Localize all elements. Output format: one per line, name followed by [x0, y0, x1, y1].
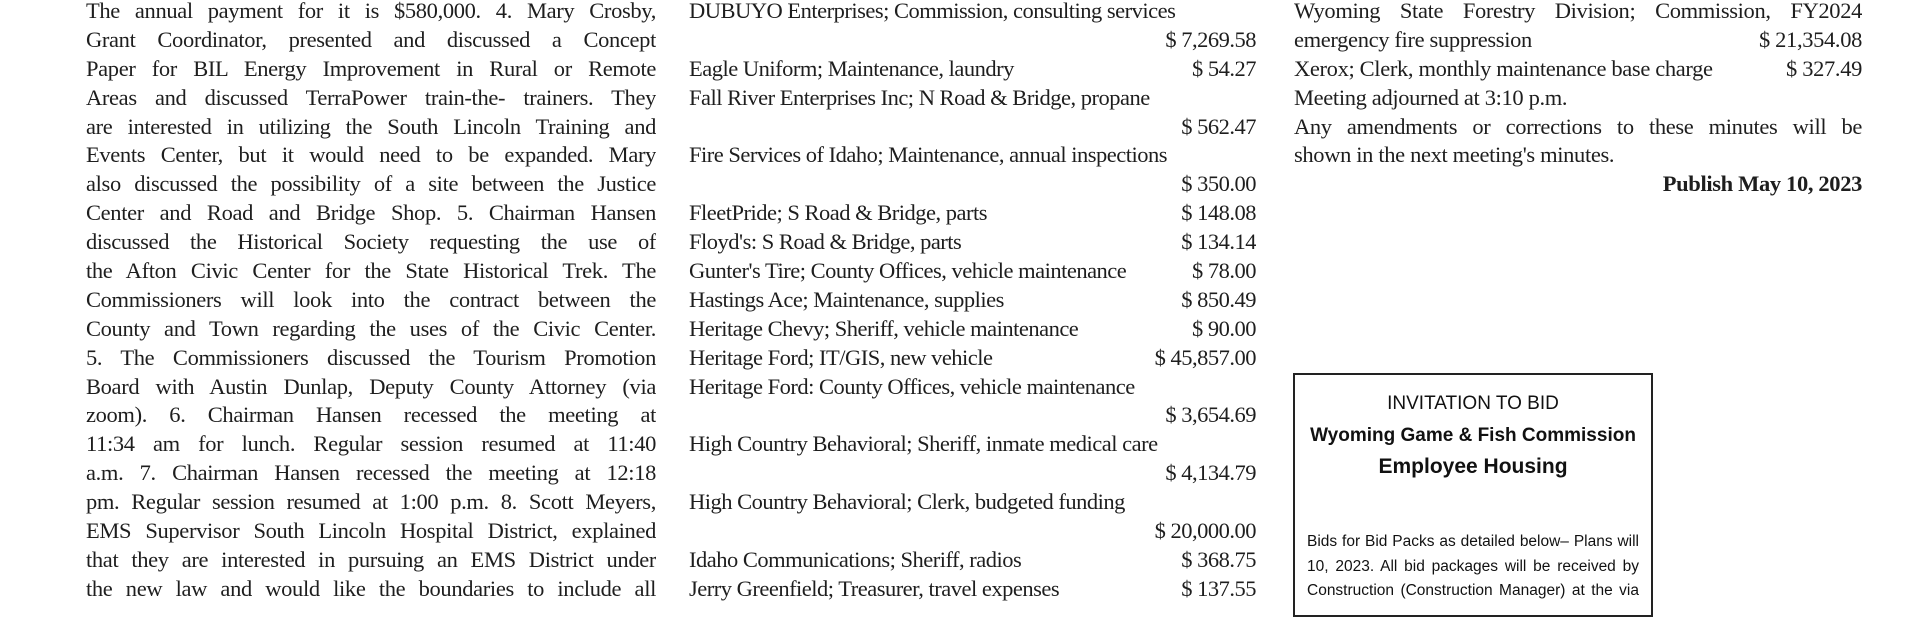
bill-amount: $ 368.75: [1181, 546, 1256, 572]
bill-payee: Idaho Communications; Sheriff, radios: [689, 546, 1022, 572]
bill-payee: High Country Behavioral; Sheriff, inmate medical care: [689, 431, 1158, 457]
forestry-amount: $ 21,354.08: [1758, 26, 1862, 52]
minutes-text-line: a.m. 7. Chairman Hansen recessed the meeting at 12:18: [86, 460, 656, 486]
bill-amount: $ 78.00: [1192, 258, 1256, 284]
bill-amount: $ 137.55: [1181, 575, 1256, 601]
bill-entry-line: [689, 344, 1256, 373]
bill-amount: $ 850.49: [1181, 286, 1256, 312]
bid-body: [1307, 530, 1639, 604]
bill-amount: [1250, 0, 1256, 26]
minutes-text-line: discussed the Historical Society requesting the use of: [86, 229, 656, 255]
bill-entry-line: [689, 517, 1256, 546]
bill-entry-line: [689, 199, 1256, 228]
bill-amount: [1250, 84, 1256, 113]
bill-entry-line: [689, 488, 1256, 517]
bid-organization: Wyoming Game & Fish Commission: [1310, 425, 1636, 446]
minutes-text-line: Grant Coordinator, presented and discussed a Concept: [86, 26, 656, 52]
minutes-text-line: EMS Supervisor South Lincoln Hospital District, explained: [86, 518, 656, 544]
minutes-text-line: The annual payment for it is $580,000. 4. Mary Crosby,: [86, 0, 656, 23]
minutes-text-line: the Afton Civic Center for the State Historical Trek. The: [86, 258, 656, 284]
bill-amount: [1250, 141, 1256, 170]
bill-entry-line: [689, 459, 1256, 488]
bill-payee: Gunter's Tire; County Offices, vehicle maintenance: [689, 258, 1127, 284]
bill-amount: $ 7,269.58: [1165, 26, 1256, 52]
bill-entry-line: [689, 315, 1256, 344]
bill-amount: $ 3,654.69: [1165, 402, 1256, 428]
bill-amount: $ 562.47: [1181, 113, 1256, 139]
xerox-amount: $ 327.49: [1786, 55, 1862, 81]
bill-payee: FleetPride; S Road & Bridge, parts: [689, 200, 987, 226]
minutes-text-line: also discussed the possibility of a site between the Justice: [86, 171, 656, 197]
minutes-text-line: Center and Road and Bridge Shop. 5. Chairman Hansen: [86, 200, 656, 226]
bill-amount: $ 4,134.79: [1165, 460, 1256, 486]
bill-amount: [1250, 488, 1256, 517]
bill-payee: High Country Behavioral; Clerk, budgeted funding: [689, 489, 1125, 515]
bill-amount: [1250, 373, 1256, 402]
forestry-description: emergency fire suppression: [1294, 26, 1532, 52]
amendments-line1: Any amendments or corrections to these minutes will be: [1294, 113, 1862, 139]
minutes-text-line: 11:34 am for lunch. Regular session resumed at 11:40: [86, 431, 656, 457]
bill-amount: $ 20,000.00: [1154, 518, 1256, 544]
bid-body-line: Bids for Bid Packs as detailed below– Plans will: [1307, 533, 1639, 550]
bill-entry-line: [689, 84, 1256, 113]
bid-body-line: 10, 2023. All bid packages will be received by: [1307, 557, 1639, 575]
bill-amount: $ 350.00: [1181, 171, 1256, 197]
bill-entry-line: [689, 55, 1256, 84]
minutes-text-line: Paper for BIL Energy Improvement in Rural or Remote: [86, 55, 656, 81]
bill-amount: $ 134.14: [1181, 229, 1256, 255]
minutes-text-line: Events Center, but it would need to be expanded. Mary: [86, 142, 656, 168]
forestry-entry-line1: Wyoming State Forestry Division; Commission, FY2024: [1294, 0, 1862, 23]
bill-payee: Hastings Ace; Maintenance, supplies: [689, 286, 1004, 312]
minutes-text-line: Commissioners will look into the contract between the: [86, 286, 656, 312]
bill-payee: Floyd's: S Road & Bridge, parts: [689, 229, 962, 255]
bill-entry-line: [689, 26, 1256, 55]
minutes-text-line: Board with Austin Dunlap, Deputy County Attorney (via: [86, 373, 656, 399]
bill-entry-line: [689, 257, 1256, 286]
minutes-text-line: Areas and discussed TerraPower train-the- trainers. They: [86, 84, 656, 110]
bill-payee: Heritage Chevy; Sheriff, vehicle maintenance: [689, 315, 1079, 341]
bill-entry-line: [689, 113, 1256, 142]
minutes-right-column: [1294, 0, 1862, 199]
bill-payee: Heritage Ford: County Offices, vehicle maintenance: [689, 373, 1135, 399]
bill-payee: Fall River Enterprises Inc; N Road & Bridge, propane: [689, 84, 1150, 110]
adjourned-text: Meeting adjourned at 3:10 p.m.: [1294, 84, 1568, 110]
bill-payee: Jerry Greenfield; Treasurer, travel expenses: [689, 575, 1060, 601]
minutes-text-line: that they are interested in pursuing an EMS District under: [86, 546, 656, 572]
bill-payee: Heritage Ford; IT/GIS, new vehicle: [689, 344, 993, 370]
bid-heading: INVITATION TO BID: [1387, 393, 1559, 414]
bill-amount: $ 90.00: [1192, 315, 1256, 341]
invitation-to-bid-box: [1293, 373, 1653, 617]
bid-project: Employee Housing: [1378, 455, 1568, 478]
bid-body-line: Construction (Construction Manager) at the via: [1307, 582, 1639, 599]
minutes-text-line: the new law and would like the boundaries to include all: [86, 575, 656, 601]
publish-date: Publish May 10, 2023: [1662, 171, 1862, 197]
forestry-entry-line2: [1294, 26, 1862, 55]
bill-amount: $ 45,857.00: [1154, 344, 1256, 370]
minutes-left-column: [86, 0, 656, 604]
bill-entry-line: [689, 546, 1256, 575]
bill-entry-line: [689, 430, 1256, 459]
amendments-line2: shown in the next meeting's minutes.: [1294, 142, 1615, 168]
minutes-text-line: County and Town regarding the uses of the Civic Center.: [86, 315, 656, 341]
bill-payee: Fire Services of Idaho; Maintenance, annual inspections: [689, 142, 1167, 168]
minutes-text-line: zoom). 6. Chairman Hansen recessed the meeting at: [86, 402, 656, 428]
bill-entry-line: [689, 228, 1256, 257]
bills-list-column: [689, 0, 1256, 604]
bill-amount: $ 54.27: [1192, 55, 1256, 81]
bill-entry-line: [689, 286, 1256, 315]
bill-entry-line: [689, 575, 1256, 604]
bill-entry-line: [689, 170, 1256, 199]
bill-entry-line: [689, 373, 1256, 402]
bill-amount: [1250, 430, 1256, 459]
bill-entry-line: [689, 141, 1256, 170]
xerox-entry: [1294, 55, 1862, 84]
minutes-text-line: pm. Regular session resumed at 1:00 p.m. 8. Scott Meyers,: [86, 489, 656, 515]
minutes-text-line: 5. The Commissioners discussed the Tourism Promotion: [86, 344, 656, 370]
bill-payee: DUBUYO Enterprises; Commission, consulting services: [689, 0, 1176, 23]
xerox-description: Xerox; Clerk, monthly maintenance base charge: [1294, 55, 1713, 81]
bill-entry-line: [689, 0, 1256, 26]
minutes-text-line: are interested in utilizing the South Lincoln Training and: [86, 113, 656, 139]
bill-amount: $ 148.08: [1181, 200, 1256, 226]
bill-entry-line: [689, 401, 1256, 430]
bill-payee: Eagle Uniform; Maintenance, laundry: [689, 55, 1014, 81]
